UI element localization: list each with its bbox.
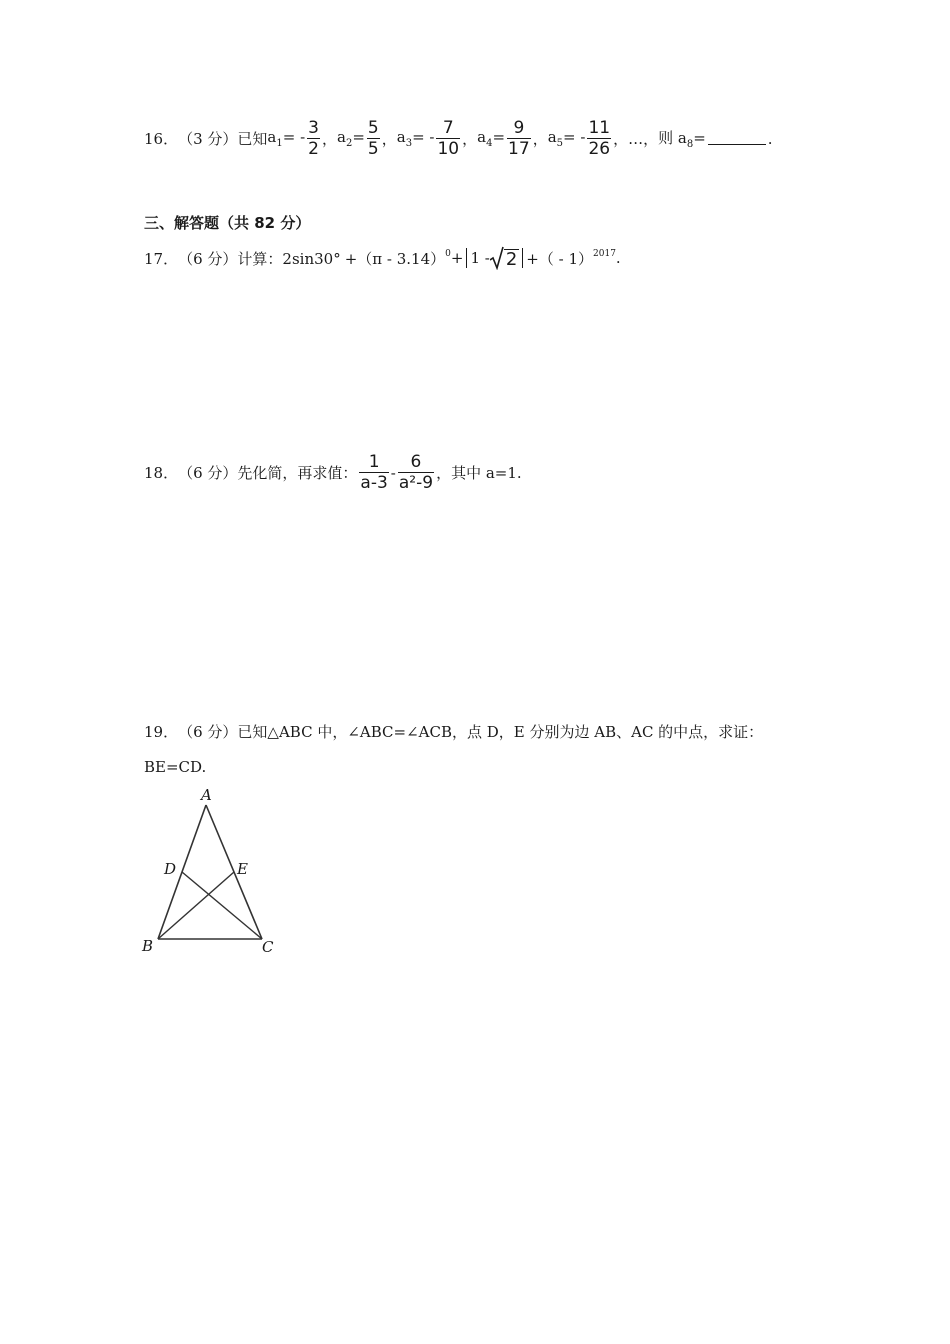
- q17-exponent-2017: 2017: [593, 249, 616, 259]
- q19-score: （6 分）: [178, 723, 238, 741]
- label-e: E: [237, 860, 248, 878]
- q16-fraction-1: $\frac{3}{2}$: [308, 118, 319, 159]
- sqrt-icon: [490, 246, 504, 270]
- abs-bar-right: [522, 248, 523, 268]
- q16-score: （3 分）: [178, 130, 238, 148]
- triangle-figure: [138, 784, 283, 959]
- q18-minus: -: [390, 463, 396, 482]
- q17-part1: +（π - 3.14）: [344, 249, 446, 268]
- q18-prompt: 先化简，再求值：: [237, 464, 358, 482]
- q16-prompt: 已知: [237, 130, 268, 148]
- q19-number: 19．: [144, 723, 179, 741]
- q16-term-5: $a_5=$ -: [547, 128, 586, 149]
- q16-answer-blank[interactable]: [708, 132, 766, 145]
- q17-exponent-0: 0: [445, 249, 451, 259]
- q17-part3: +（ - 1）: [526, 249, 594, 268]
- q18-fraction-2: $\frac{6}{\text{a²-9}}$: [398, 452, 434, 493]
- q16-term-1: $a_1=$ -: [267, 128, 306, 149]
- label-b: B: [142, 937, 154, 955]
- q18-score: （6 分）: [178, 464, 238, 482]
- abs-bar-left: [466, 248, 467, 268]
- q16-term-2: $a_2=$: [337, 128, 365, 149]
- q17-part2: +: [450, 249, 464, 267]
- question-19-line-2: BE=CD.: [144, 758, 207, 776]
- label-d: D: [164, 860, 177, 878]
- q18-tail: ，其中 a=1.: [436, 464, 522, 482]
- q18-number: 18．: [144, 464, 179, 482]
- question-16: 16． （3 分） 已知 $a_1=$ - $\frac{3}{2}$ ， $a_2=$ $\frac{5}{5}$ ， $a_3=$ - $\frac{7}{10}$ ， $a_4=$ $\frac{9}{17}$ ， $a_5=$ - $\frac{11}{26}$ ， …， 则 $a_8=$ .: [144, 118, 773, 159]
- q17-score: （6 分）: [178, 249, 238, 268]
- q19-text: 已知△ABC 中，∠ABC=∠ACB，点 D，E 分别为边 AB、AC 的中点，求证：: [237, 723, 764, 741]
- label-c: C: [262, 938, 274, 956]
- q18-fraction-1: $\frac{1}{a-3}$: [360, 452, 388, 493]
- sqrt-expression: 2: [490, 246, 519, 270]
- question-19-line-1: [144, 721, 763, 742]
- q16-number: 16．: [144, 130, 179, 148]
- q16-ask: 则 $a_8=$: [658, 129, 706, 150]
- question-17: 17． （6 分） 计算：2sin30° +（π - 3.14） 0 + 1 - 2 +（ - 1） 2017 .: [144, 246, 621, 270]
- question-18: [144, 452, 522, 493]
- q17-prompt: 计算：2sin30°: [237, 249, 341, 268]
- q16-ellipsis: …，: [628, 130, 659, 148]
- q17-number: 17．: [144, 249, 179, 268]
- q16-term-4: $a_4=$: [477, 128, 506, 149]
- q17-abs-left: 1 -: [470, 249, 490, 267]
- q16-fraction-5: $\frac{11}{26}$: [588, 118, 611, 159]
- q16-term-3: $a_3=$ -: [396, 128, 435, 149]
- q16-fraction-4: $\frac{9}{17}$: [508, 118, 530, 159]
- q16-fraction-3: $\frac{7}{10}$: [437, 118, 460, 159]
- section-heading: 三、解答题（共 82 分）: [144, 214, 311, 232]
- q16-fraction-2: $\frac{5}{5}$: [367, 118, 379, 159]
- label-a: A: [201, 786, 212, 804]
